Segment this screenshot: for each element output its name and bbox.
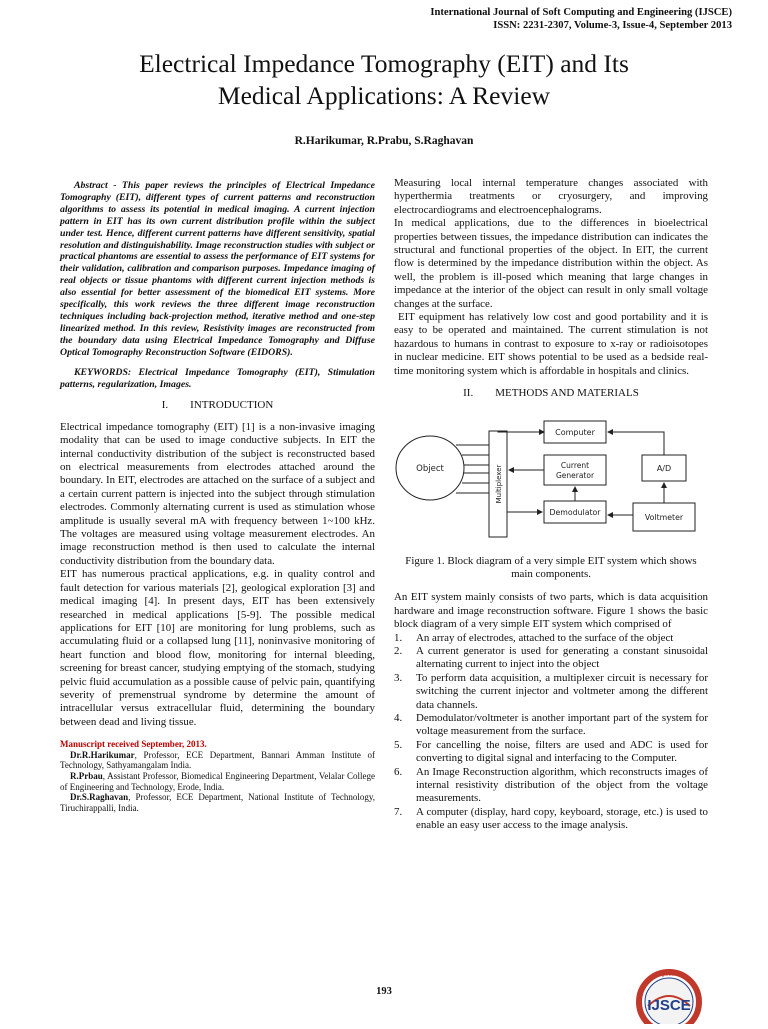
right-paragraph-2: In medical applications, due to the differences in bioelectrical properties between tissues, the impedance distribution can indicates the structural and functional properties of the object. In EIT, the current flow is determined by the impedance distribution within the object. As well, the problem is ill-posed which meaning that large changes in impedance at the interior of the object can result in only small voltage changes at the surface. — [394, 217, 708, 310]
block-diagram-svg — [394, 409, 708, 549]
list-item: 4. Demodulator/voltmeter is another important part of the system for voltage measurement from the surface. — [394, 711, 708, 738]
section-heading-methods — [394, 387, 708, 400]
affiliation-2 — [60, 771, 375, 792]
right-paragraph-1: Measuring local internal temperature changes associated with hyperthermia treatments or cryosurgery, and improving electrocardiograms and electroencephalograms. — [394, 177, 708, 216]
intro-paragraph-1: Electrical impedance tomography (EIT) [1] is a non-invasive imaging modality that can be used to image conductive subjects. In EIT the internal conductivity distribution of the subject is reconstructed based on electrical measurements from electrodes attached around the boundary. In EIT, electrodes are attached on the surface of a subject and a certain current pattern is injected into the subject through stimulation electrodes. Commonly alternating current is used as stimulation whose amplitude is usually several mA with frequency between 1~100 kHz. The voltages are measured using voltage measurement electrodes. An image reconstruction method is then used to calculate the internal conductivity distribution from the boundary data. — [60, 420, 375, 567]
intro-paragraph-2: EIT has numerous practical applications, e.g. in quality control and fault detection for various materials [2], geological exploration [3] and medical imaging [4]. In present days, EIT has been extensively researched in medical applications [5-9]. The possible medical applications for EIT [10] are monitoring for lung problems, such as accumulating fluid or a collapsed lung [11], noninvasive monitoring of heart function and blood flow, monitoring for internal bleeding, screening for breast cancer, studying emptying of the stomach, studying pelvic fluid accumulation as a possible cause of pelvic pain, quantifying severity of premenstrual syndrome by determine the amount of intracellular versus extracellular fluid, determining the boundary between dead and living tissue. — [60, 568, 375, 728]
affiliation-1 — [60, 750, 375, 771]
demodulator-label: Demodulator — [549, 507, 601, 517]
affiliation-1-name: Dr.R.Harikumar — [70, 749, 135, 760]
affiliation-3-text: , Professor, ECE Department, National Institute of Technology, Tiruchirappalli, India. — [60, 792, 375, 813]
list-item: 3. To perform data acquisition, a multiplexer circuit is necessary for switching the current injector and voltmeter among the different data channels. — [394, 671, 708, 711]
title-line-2: Medical Applications: A Review — [217, 81, 551, 110]
voltmeter-label: Voltmeter — [644, 512, 684, 522]
section-number: I. — [161, 399, 169, 412]
affiliation-3 — [60, 792, 375, 813]
current-generator-box — [544, 455, 606, 485]
current-generator-label-1: Current — [560, 460, 590, 470]
journal-name: International Journal of Soft Computing and Engineering (IJSCE) — [430, 7, 732, 18]
right-column — [394, 177, 708, 833]
list-item: 7. A computer (display, hard copy, keyboard, storage, etc.) is used to enable an easy user access to the image analysis. — [394, 805, 708, 832]
author-notes — [60, 739, 375, 813]
journal-issn: ISSN: 2231-2307, Volume-3, Issue-4, September 2013 — [493, 20, 732, 31]
page-number: 193 — [376, 986, 392, 997]
ijsce-logo-svg — [626, 966, 712, 1024]
ad-label: A/D — [656, 463, 672, 473]
author-list: R.Harikumar, R.Prabu, S.Raghavan — [294, 135, 474, 147]
title-line-1: Electrical Impedance Tomography (EIT) and Its — [139, 49, 629, 78]
abstract: Abstract - This paper reviews the principles of Electrical Impedance Tomography (EIT), different types of current patterns and reconstruction algorithms to assess its potential in medical imaging. A current injection pattern in EIT has its own current distribution profile within the subject under test. Hence, different current patterns have different sensitivity, spatial resolution and distinguishability. Image reconstruction studies with subject or practical phantoms are essential to assess the performance of EIT systems for their validation, calibration and comparison purposes. Impedance imaging of real objects or tissue phantoms with different current injection methods is also essential for better assessment of the biomedical EIT systems. More specifically, this work reviews the three different image reconstruction techniques including back-projection method, iterative method and one-step linearized method. In this review, Resistivity images are reconstructed from the boundary data using Electrical Impedance Tomography and Diffuse Optical Tomography Reconstruction Software (EIDORS). — [60, 180, 375, 358]
paper-title — [40, 48, 728, 112]
list-item: 1. An array of electrodes, attached to the surface of the object — [394, 631, 674, 644]
left-column — [60, 180, 375, 813]
journal-header — [430, 6, 732, 32]
current-generator-label-2: Generator — [555, 470, 595, 480]
affiliation-1-text: , Professor, ECE Department, Bannari Amman Institute of Technology, Sathyamangalam India. — [60, 749, 375, 771]
figure-1-caption: Figure 1. Block diagram of a very simple EIT system which shows main components. — [405, 554, 697, 580]
multiplexer-label: Multiplexer — [495, 464, 503, 503]
right-paragraph-3: EIT equipment has relatively low cost and good portability and it is easy to be operated and maintained. The current stimulation is not hazardous to humans in contrast to exposure to x-ray or radioisotopes in nuclear medicine. EIT shows potential to be used as a bedside real-time monitoring system which is affordable in hospitals and clinics. — [394, 311, 708, 377]
logo-ring-text: Engineering — [655, 972, 683, 978]
section-title: METHODS AND MATERIALS — [495, 387, 639, 400]
affiliation-3-name: Dr.S.Raghavan — [70, 792, 129, 803]
section-number: II. — [463, 387, 474, 400]
affiliation-2-text: , Assistant Professor, Biomedical Engineering Department, Velalar College of Engineering and Technology, Erode, India. — [60, 770, 375, 792]
section-title: INTRODUCTION — [190, 399, 274, 412]
object-label: Object — [416, 463, 444, 474]
logo-text: IJSCE — [647, 997, 691, 1014]
section-heading-introduction — [60, 399, 375, 412]
connector-ad-computer — [608, 432, 664, 455]
ijsce-logo — [626, 966, 712, 1024]
component-list — [394, 632, 708, 833]
computer-label: Computer — [555, 427, 595, 437]
keywords: KEYWORDS: Electrical Impedance Tomography (EIT), Stimulation patterns, regularization, Images. — [60, 366, 375, 390]
figure-1-block-diagram — [394, 409, 708, 549]
right-paragraph-4: An EIT system mainly consists of two parts, which is data acquisition hardware and image reconstruction software. Figure 1 shows the basic block diagram of a very simple EIT system which comprised of — [394, 591, 708, 631]
list-item: 5. For cancelling the noise, filters are used and ADC is used for converting to digital signal and interfacing to the Computer. — [394, 738, 708, 765]
list-item: 2. A current generator is used for generating a constant sinusoidal alternating current to inject into the object — [394, 644, 708, 671]
manuscript-received: Manuscript received September, 2013. — [60, 739, 207, 750]
affiliation-2-name: R.Prbau — [70, 770, 103, 781]
list-item: 6. An Image Reconstruction algorithm, which reconstructs images of internal resistivity distribution of the object from the voltage measurements. — [394, 765, 708, 805]
